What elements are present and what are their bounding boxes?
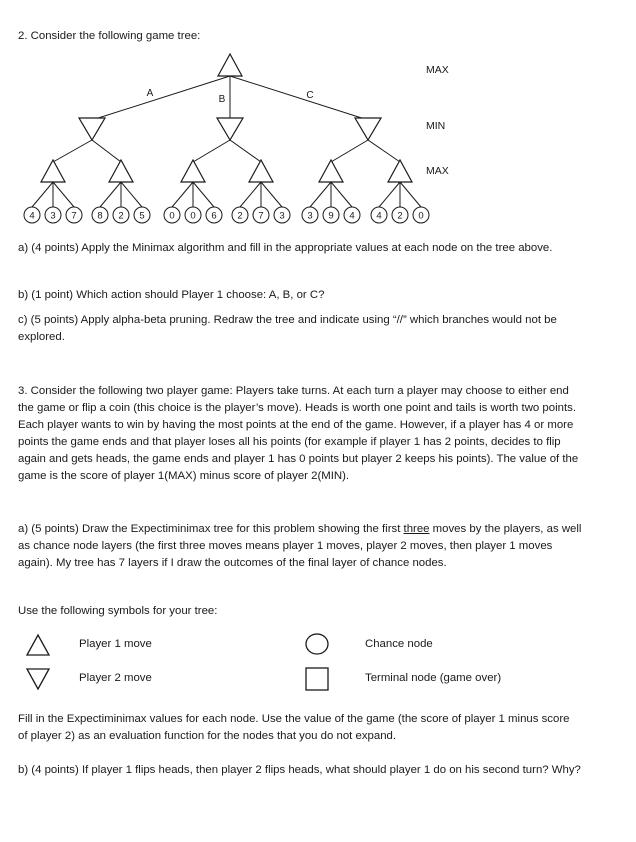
max-node <box>181 160 205 182</box>
leaf-value: 3 <box>50 210 56 222</box>
leaf-value: 2 <box>237 210 243 222</box>
leaf-value: 0 <box>190 210 196 222</box>
min-node-b <box>217 118 243 140</box>
leaf-value: 2 <box>118 210 124 222</box>
game-tree <box>0 0 636 232</box>
leaf-value: 3 <box>307 210 313 222</box>
q3-part-b: b) (4 points) If player 1 flips heads, then player 2 flips heads, what should player 1 do on his second turn? Why? <box>18 764 581 776</box>
player1-triangle-icon <box>27 635 49 655</box>
leaf-value: 5 <box>139 210 145 222</box>
q2-part-c: c) (5 points) Apply alpha-beta pruning. Redraw the tree and indicate using “//” which branches would not be explored. <box>18 314 557 343</box>
max-node <box>41 160 65 182</box>
max-node <box>109 160 133 182</box>
legend-chance-label: Chance node <box>365 638 433 650</box>
chance-circle-icon <box>306 634 328 654</box>
symbols-intro: Use the following symbols for your tree: <box>18 605 218 617</box>
root-max-node <box>218 54 242 76</box>
legend-terminal-label: Terminal node (game over) <box>365 672 502 684</box>
leaf-value: 0 <box>418 210 424 222</box>
leaf-value: 3 <box>279 210 285 222</box>
player2-triangle-icon <box>27 669 49 689</box>
leaf-value: 4 <box>349 210 355 222</box>
edge-root-c <box>230 76 368 120</box>
branch-label-a: A <box>146 88 154 99</box>
branch-label-b: B <box>218 94 226 105</box>
min-node-c <box>355 118 381 140</box>
leaf-value: 4 <box>29 210 35 222</box>
leaf-value: 7 <box>258 210 264 222</box>
q3-fill-instructions: Fill in the Expectiminimax values for each node. Use the value of the game (the score of player 1 minus score of player 2) as an evaluation function for the nodes that you do not expand. <box>18 713 570 742</box>
max-node <box>319 160 343 182</box>
leaf-value: 4 <box>376 210 382 222</box>
edge-root-a <box>92 76 230 120</box>
terminal-square-icon <box>306 668 328 690</box>
legend-player2-label: Player 2 move <box>79 672 152 684</box>
level-label-max: MAX <box>426 64 449 76</box>
leaf-value: 0 <box>169 210 175 222</box>
leaf-value: 2 <box>397 210 403 222</box>
level-label-max: MAX <box>426 165 449 177</box>
leaf-value: 7 <box>71 210 77 222</box>
max-node <box>388 160 412 182</box>
q2-part-b: b) (1 point) Which action should Player 1 choose: A, B, or C? <box>18 289 325 301</box>
branch-label-c: C <box>306 90 314 101</box>
leaf-value: 8 <box>97 210 103 222</box>
level-label-min: MIN <box>426 120 446 132</box>
q3-intro: 3. Consider the following two player game: Players take turns. At each turn a player may choose to either end the game or flip a coin (this choice is the player’s move). Heads is worth one point and tails is worth two points. Each player wants to win by having the most points at the end of the game. However, if a player has 4 or more points the game ends and that player loses all his points (for example if player 1 has 2 points, decides to flip again and gets heads, the game ends and player 1 has 0 points but player 2 keeps his points). The value of the game is the score of player 1(MAX) minus score of player 2(MIN). <box>18 385 579 482</box>
q3-part-a: a) (5 points) Draw the Expectiminimax tree for this problem showing the first three moves by the players, as well as chance node layers (the first three moves means player 1 moves, player 2 moves, then player 1 moves again). My tree has 7 layers if I draw the outcomes of the final layer of chance nodes. <box>18 523 582 569</box>
min-node-a <box>79 118 105 140</box>
legend-player1-label: Player 1 move <box>79 638 152 650</box>
max-node <box>249 160 273 182</box>
q2-part-a: a) (4 points) Apply the Minimax algorithm and fill in the appropriate values at each node on the tree above. <box>18 242 553 254</box>
leaf-value: 6 <box>211 210 217 222</box>
leaf-value: 9 <box>328 210 334 222</box>
q2-title: 2. Consider the following game tree: <box>18 30 201 42</box>
